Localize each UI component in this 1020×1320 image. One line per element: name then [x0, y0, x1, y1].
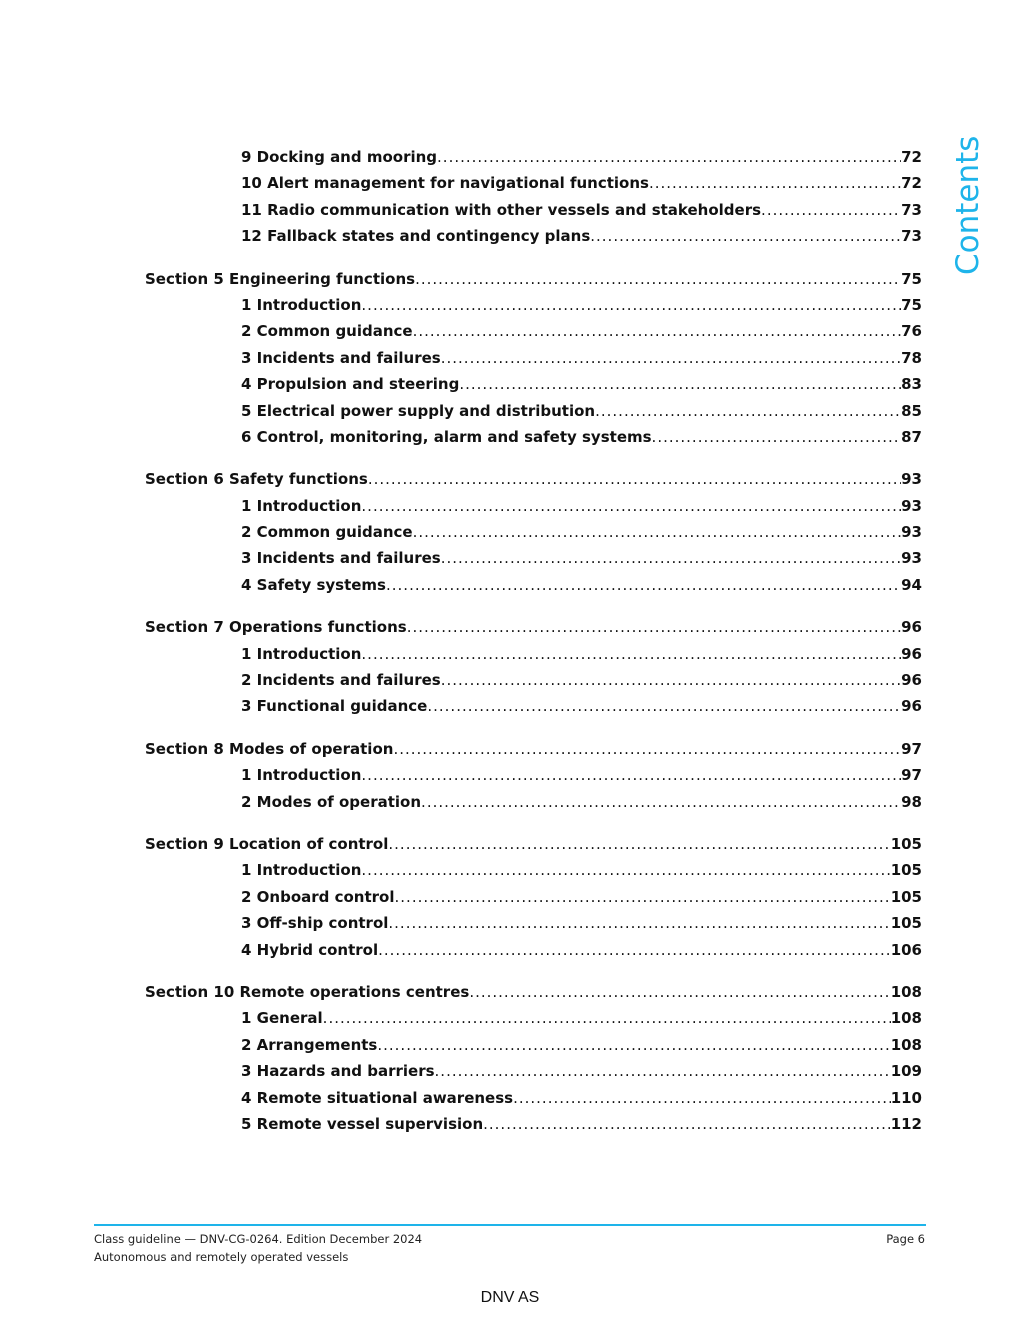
toc-subsection-entry[interactable]: [145, 144, 922, 170]
entry-page: 96: [901, 671, 922, 690]
dot-leader: [415, 266, 901, 292]
dot-leader: [595, 398, 901, 424]
entry-title: Section 10 Remote operations centres: [145, 982, 470, 1001]
contents-side-label: Contents: [950, 135, 986, 275]
dot-leader: [361, 292, 901, 318]
toc-section-entry[interactable]: [145, 466, 922, 492]
toc-subsection-entry[interactable]: [145, 789, 922, 815]
dot-leader: [649, 170, 901, 196]
entry-page: 96: [901, 618, 922, 637]
entry-title: 2 Incidents and failures: [241, 671, 441, 690]
toc-subsection-entry[interactable]: [145, 318, 922, 344]
toc-subsection-entry[interactable]: [145, 884, 922, 910]
entry-page: 76: [901, 322, 922, 341]
dot-leader: [413, 519, 902, 545]
entry-page: 105: [890, 834, 922, 853]
entry-page: 112: [890, 1114, 922, 1133]
dot-leader: [393, 736, 901, 762]
toc-group: [145, 736, 922, 815]
entry-title: 3 Hazards and barriers: [241, 1062, 435, 1081]
dot-leader: [395, 884, 891, 910]
dot-leader: [437, 144, 901, 170]
entry-page: 73: [901, 227, 922, 246]
dot-leader: [361, 857, 890, 883]
dot-leader: [469, 979, 890, 1005]
entry-page: 87: [901, 427, 922, 446]
toc-group: [145, 144, 922, 250]
entry-page: 73: [901, 200, 922, 219]
entry-page: 105: [890, 861, 922, 880]
entry-title: 2 Arrangements: [241, 1035, 378, 1054]
entry-page: 93: [901, 523, 922, 542]
entry-title: 6 Control, monitoring, alarm and safety systems: [241, 427, 652, 446]
entry-title: 10 Alert management for navigational functions: [241, 174, 649, 193]
entry-title: 2 Common guidance: [241, 322, 413, 341]
publisher-name: DNV AS: [480, 1289, 540, 1306]
entry-title: Section 6 Safety functions: [145, 470, 368, 489]
entry-title: 1 Introduction: [241, 644, 362, 663]
entry-title: 4 Remote situational awareness: [241, 1088, 514, 1107]
toc-group: [145, 831, 922, 963]
toc-section-entry[interactable]: [145, 266, 922, 292]
dot-leader: [361, 641, 901, 667]
entry-title: 5 Remote vessel supervision: [241, 1114, 484, 1133]
entry-page: 83: [901, 375, 922, 394]
dot-leader: [361, 762, 901, 788]
dot-leader: [427, 693, 901, 719]
toc-section-entry[interactable]: [145, 831, 922, 857]
dot-leader: [378, 937, 891, 963]
dot-leader: [368, 466, 901, 492]
footer-document-subtitle: Autonomous and remotely operated vessels: [94, 1250, 349, 1264]
dot-leader: [361, 493, 901, 519]
entry-page: 96: [901, 644, 922, 663]
toc-group: [145, 614, 922, 720]
entry-page: 96: [901, 697, 922, 716]
entry-title: 3 Off-ship control: [241, 914, 389, 933]
entry-title: 1 Introduction: [241, 861, 362, 880]
entry-title: 1 Introduction: [241, 295, 362, 314]
dot-leader: [413, 318, 902, 344]
toc-subsection-entry[interactable]: [145, 371, 922, 397]
toc-subsection-entry[interactable]: [145, 1005, 922, 1031]
entry-page: 93: [901, 496, 922, 515]
toc-group: [145, 466, 922, 598]
dot-leader: [652, 424, 902, 450]
entry-title: 3 Incidents and failures: [241, 549, 441, 568]
entry-title: Section 5 Engineering functions: [145, 269, 416, 288]
toc-subsection-entry[interactable]: [145, 1085, 922, 1111]
toc-subsection-entry[interactable]: [145, 292, 922, 318]
entry-page: 106: [890, 940, 922, 959]
toc-subsection-entry[interactable]: [145, 641, 922, 667]
entry-title: 2 Common guidance: [241, 523, 413, 542]
entry-page: 75: [901, 295, 922, 314]
entry-page: 110: [890, 1088, 922, 1107]
toc-subsection-entry[interactable]: [145, 937, 922, 963]
entry-page: 93: [901, 470, 922, 489]
toc-subsection-entry[interactable]: [145, 519, 922, 545]
toc-subsection-entry[interactable]: [145, 1111, 922, 1137]
dot-leader: [590, 223, 901, 249]
toc-subsection-entry[interactable]: [145, 667, 922, 693]
dot-leader: [421, 789, 901, 815]
toc-subsection-entry[interactable]: [145, 493, 922, 519]
table-of-contents: [145, 144, 922, 1153]
entry-title: Section 7 Operations functions: [145, 618, 407, 637]
toc-subsection-entry[interactable]: [145, 170, 922, 196]
entry-title: 2 Modes of operation: [241, 792, 422, 811]
dot-leader: [386, 572, 901, 598]
entry-title: 4 Safety systems: [241, 575, 386, 594]
dot-leader: [377, 1032, 890, 1058]
toc-section-entry[interactable]: [145, 979, 922, 1005]
toc-subsection-entry[interactable]: [145, 693, 922, 719]
toc-subsection-entry[interactable]: [145, 345, 922, 371]
entry-page: 78: [901, 348, 922, 367]
toc-subsection-entry[interactable]: [145, 857, 922, 883]
entry-title: 1 Introduction: [241, 496, 362, 515]
toc-section-entry[interactable]: [145, 736, 922, 762]
footer-page-number: Page 6: [886, 1232, 925, 1246]
entry-page: 93: [901, 549, 922, 568]
dot-leader: [388, 831, 890, 857]
entry-page: 85: [901, 401, 922, 420]
dot-leader: [761, 197, 901, 223]
toc-subsection-entry[interactable]: [145, 545, 922, 571]
entry-page: 75: [901, 269, 922, 288]
entry-page: 105: [890, 887, 922, 906]
entry-title: 1 Introduction: [241, 766, 362, 785]
entry-title: 3 Functional guidance: [241, 697, 428, 716]
toc-subsection-entry[interactable]: [145, 223, 922, 249]
entry-page: 108: [890, 1009, 922, 1028]
entry-page: 72: [901, 148, 922, 166]
dot-leader: [441, 667, 901, 693]
entry-page: 108: [890, 1035, 922, 1054]
toc-subsection-entry[interactable]: [145, 572, 922, 598]
dot-leader: [407, 614, 901, 640]
entry-title: 4 Hybrid control: [241, 940, 379, 959]
dot-leader: [441, 545, 901, 571]
entry-page: 94: [901, 575, 922, 594]
dot-leader: [459, 371, 901, 397]
toc-subsection-entry[interactable]: [145, 1058, 922, 1084]
dot-leader: [435, 1058, 891, 1084]
entry-title: Section 8 Modes of operation: [145, 739, 394, 758]
footer-divider: [94, 1224, 926, 1226]
entry-title: 5 Electrical power supply and distribution: [241, 401, 596, 420]
dot-leader: [483, 1111, 891, 1137]
entry-title: 2 Onboard control: [241, 887, 395, 906]
toc-subsection-entry[interactable]: [145, 197, 922, 223]
toc-subsection-entry[interactable]: [145, 398, 922, 424]
footer-document-title: Class guideline — DNV-CG-0264. Edition December 2024: [94, 1232, 423, 1246]
entry-page: 98: [901, 792, 922, 811]
toc-subsection-entry[interactable]: [145, 1032, 922, 1058]
toc-subsection-entry[interactable]: [145, 762, 922, 788]
dot-leader: [441, 345, 901, 371]
entry-title: 11 Radio communication with other vessels and stakeholders: [241, 200, 762, 219]
entry-page: 97: [901, 739, 922, 758]
toc-group: [145, 266, 922, 451]
entry-title: 1 General: [241, 1009, 323, 1028]
entry-page: 108: [890, 982, 922, 1001]
entry-title: 3 Incidents and failures: [241, 348, 441, 367]
dot-leader: [323, 1005, 891, 1031]
entry-page: 109: [890, 1062, 922, 1081]
entry-page: 97: [901, 766, 922, 785]
toc-section-entry[interactable]: [145, 614, 922, 640]
toc-group: [145, 979, 922, 1137]
entry-title: 12 Fallback states and contingency plans: [241, 227, 591, 246]
entry-page: 105: [890, 914, 922, 933]
entry-title: 9 Docking and mooring: [241, 148, 438, 166]
dot-leader: [513, 1085, 891, 1111]
toc-subsection-entry[interactable]: [145, 424, 922, 450]
entry-title: 4 Propulsion and steering: [241, 375, 460, 394]
entry-title: Section 9 Location of control: [145, 834, 389, 853]
toc-subsection-entry[interactable]: [145, 910, 922, 936]
entry-page: 72: [901, 174, 922, 193]
dot-leader: [388, 910, 890, 936]
